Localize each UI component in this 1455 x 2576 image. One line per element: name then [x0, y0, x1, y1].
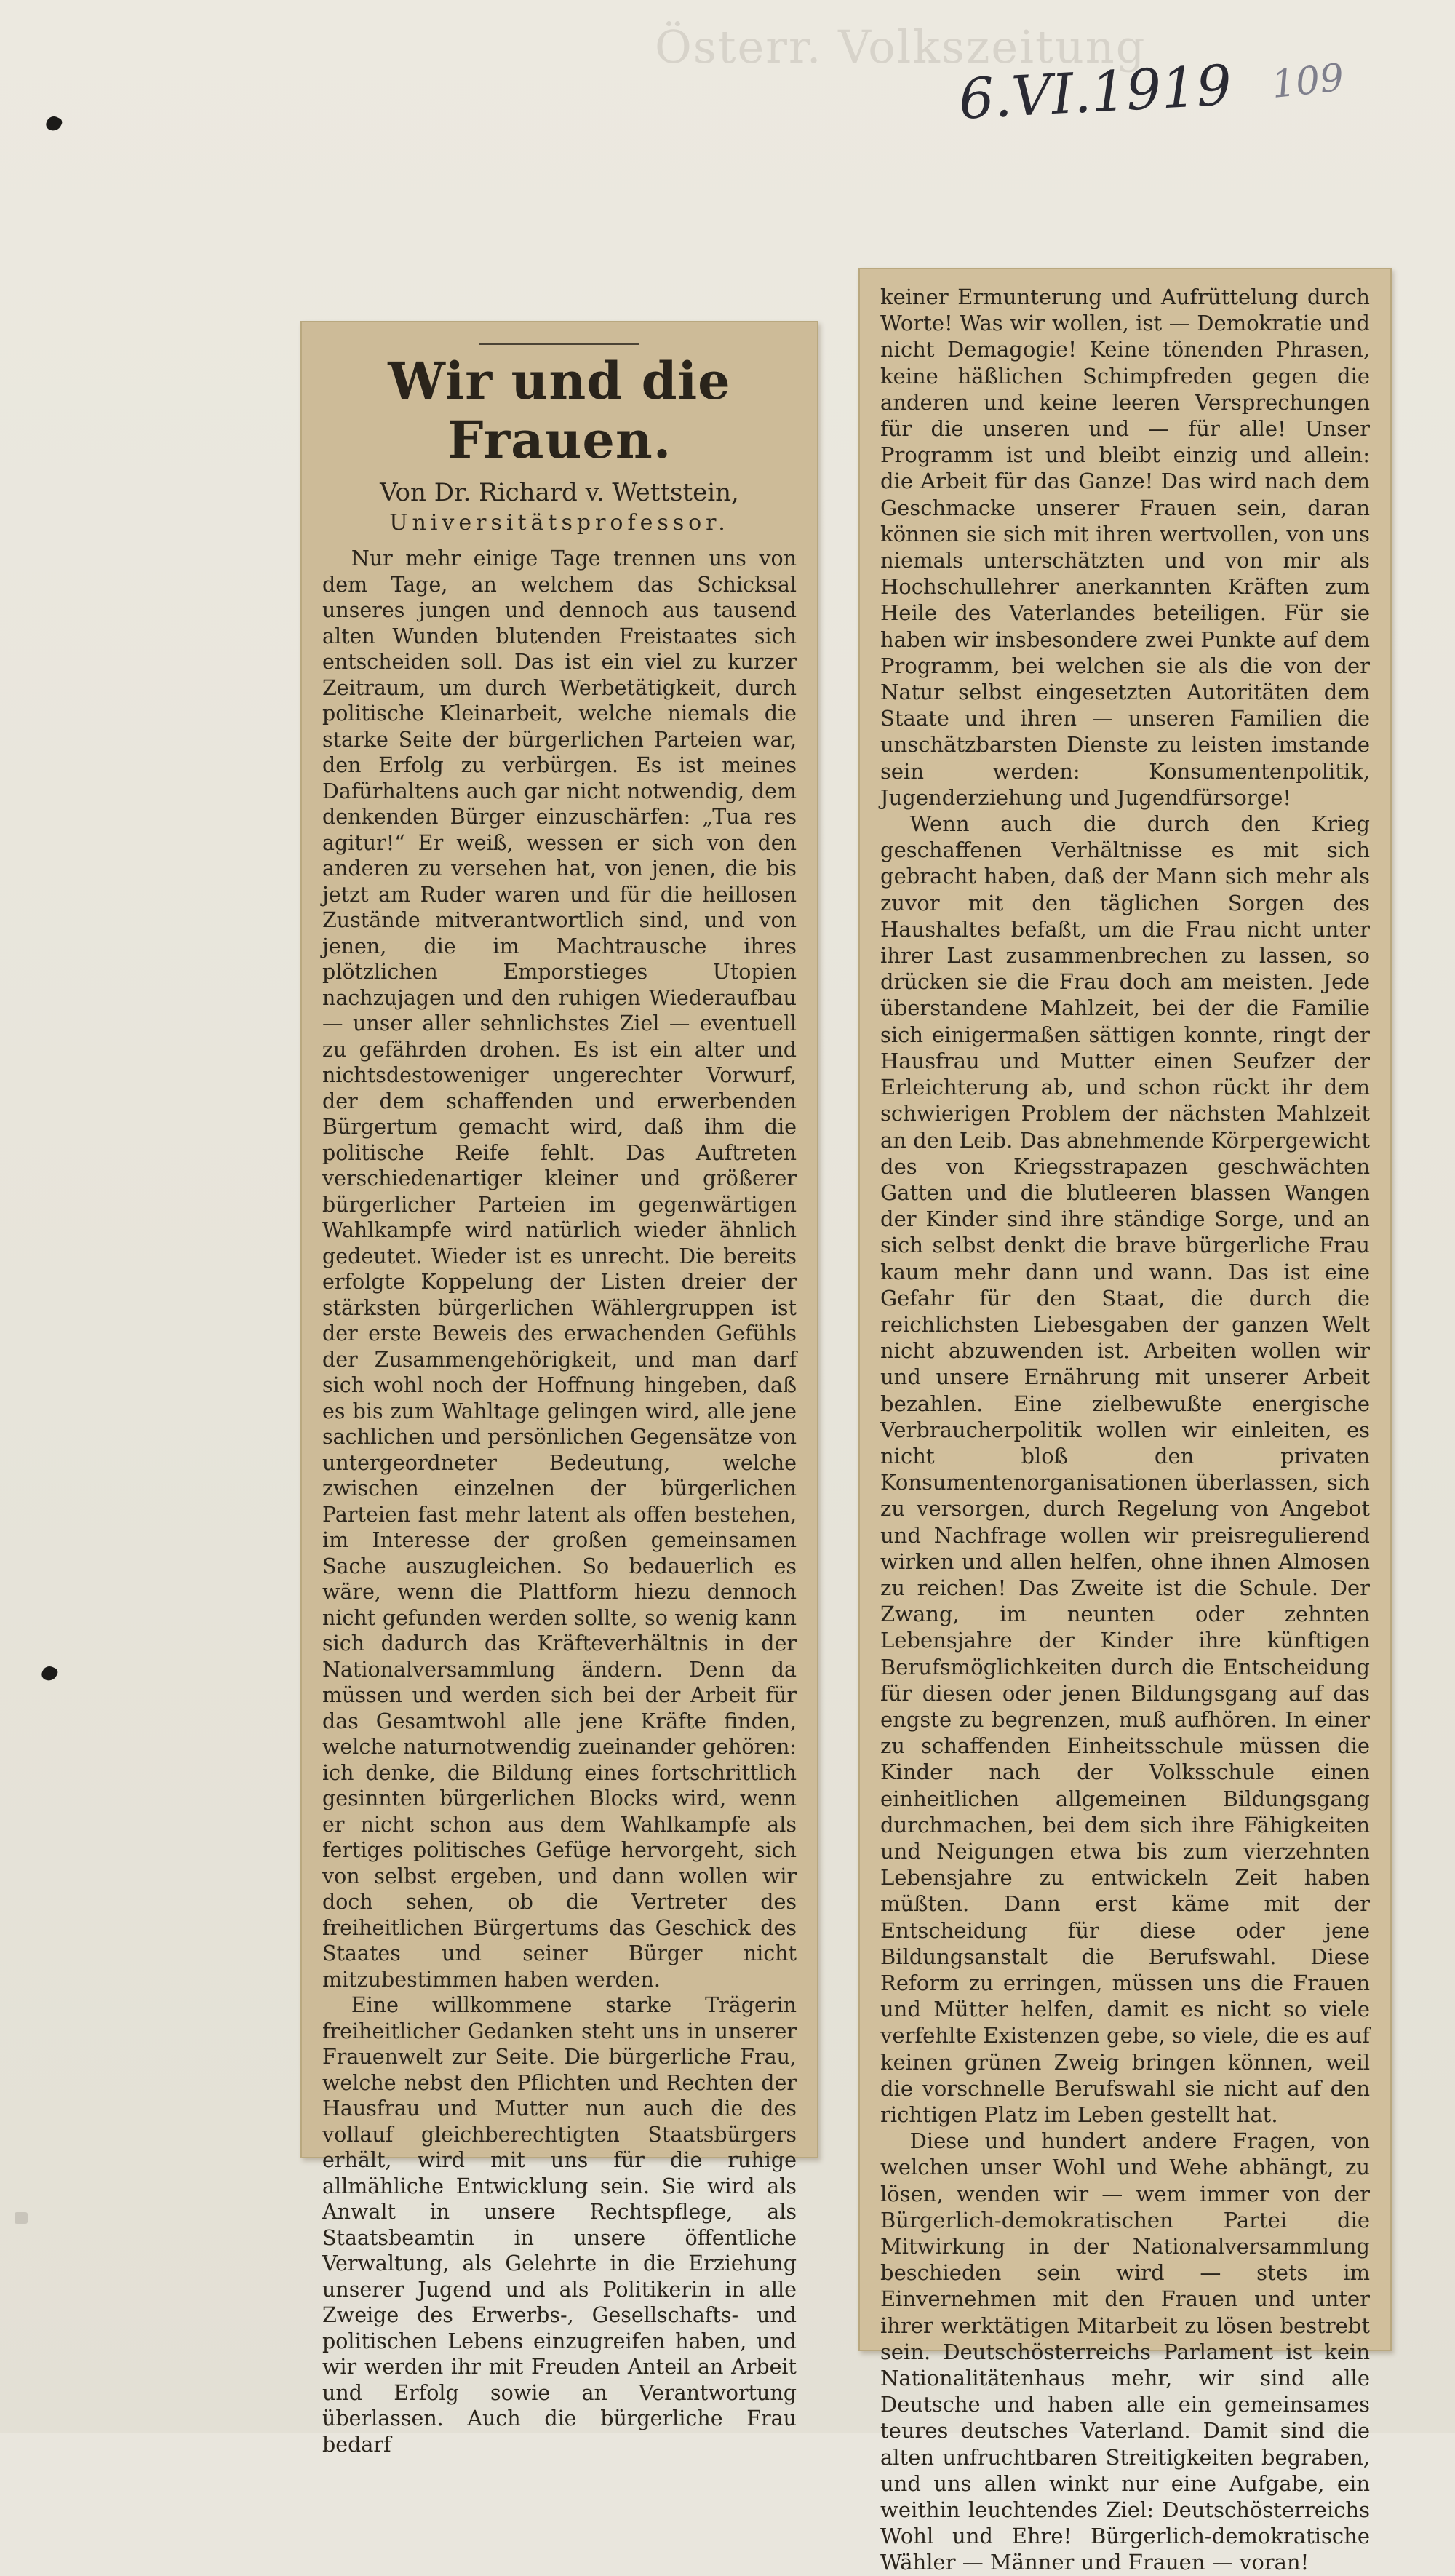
author-affiliation: Universitätsprofessor.: [389, 510, 730, 536]
clipping-left-column: [300, 321, 818, 2457]
punch-hole: [40, 1664, 60, 1684]
newspaper-stamp: Österr. Volkszeitung: [655, 20, 1147, 73]
article-paragraph: Eine willkommene starke Trägerin freiheitlicher Gedanken steht uns in unserer Frauenwelt zur Seite. Die bürgerliche Frau, welche nebst den Pflichten und Rechten der Hausfrau und Mutter nun auch die des vollauf gleichberechtigten Staatsbürgers erhält, wird mit uns für die ruhige allmähliche Entwicklung sein. Sie wird als Anwalt in unsere Rechtspflege, als Staatsbeamtin in unsere öffentliche Verwaltung, als Gelehrte in die Erziehung unserer Jugend und als Politikerin in alle Zweige des Erwerbs-, Gesellschafts- und politischen Lebens einzugreifen haben, und wir werden ihr mit Freuden Anteil an Arbeit und Erfolg sowie an Verantwortung überlassen. Auch die bürgerliche Frau bedarf: [322, 1993, 797, 2457]
article-paragraph: Diese und hundert andere Fragen, von welchen unser Wohl und Wehe abhängt, zu lösen, wenden wir — wem immer von der Bürgerlich-demokratischen Partei die Mitwirkung in der Nationalversammlung beschieden sein wird — stets im Einvernehmen mit den Frauen und unter ihrer werktätigen Mitarbeit zu lösen bestrebt sein. Deutschösterreichs Parlament ist kein Nationalitätenhaus mehr, wir sind alle Deutsche und haben alle ein gemeinsames teures deutsches Vaterland. Damit sind die alten unfruchtbaren Streitigkeiten begraben, und uns allen winkt nur eine Aufgabe, ein weithin leuchtendes Ziel: Deutschösterreichs Wohl und Ehre! Bürgerlich-demokratische Wähler — Männer und Frauen — voran!: [880, 2128, 1370, 2575]
article-title: Wir und die Frauen.: [388, 351, 731, 470]
handwritten-page-number: 109: [1269, 55, 1347, 108]
article-paragraph: Wenn auch die durch den Krieg geschaffenen Verhältnisse es mit sich gebracht haben, daß der Mann sich mehr als zuvor mit den täglichen Sorgen des Haushaltes befaßt, um die Frau nicht unter ihrer Last zusammenbrechen zu lassen, so drücken sie die Frau doch am meisten. Jede überstandene Mahlzeit, bei der die Familie sich einigermaßen sättigen konnte, ringt der Hausfrau und Mutter einen Seufzer der Erleichterung ab, und schon rückt ihr dem schwierigen Problem der nächsten Mahlzeit an den Leib. Das abnehmende Körpergewicht des von Kriegsstrapazen geschwächten Gatten und die blutleeren blassen Wangen der Kinder sind ihre ständige Sorge, und an sich selbst denkt die brave bürgerliche Frau kaum mehr dann und wann. Das ist eine Gefahr für den Staat, die durch die reichlichsten Liebesgaben der ganzen Welt nicht abzuwenden ist. Arbeiten wollen wir und unsere Ernährung mit unserer Arbeit bezahlen. Eine zielbewußte energische Verbraucherpolitik wollen wir einleiten, es nicht bloß den privaten Konsumentenorganisationen überlassen, sich zu versorgen, durch Regelung von Angebot und Nachfrage wollen wir preisregulierend wirken und allen helfen, ohne ihnen Almosen zu reichen! Das Zweite ist die Schule. Der Zwang, im neunten oder zehnten Lebensjahre der Kinder ihre künftigen Berufsmöglichkeiten durch die Entscheidung für diesen oder jenen Bildungsgang auf das engste zu begrenzen, muß aufhören. In einer zu schaffenden Einheitsschule müssen die Kinder nach der Volksschule einen einheitlichen allgemeinen Bildungsgang durchmachen, bei dem sich ihre Fähigkeiten und Neigungen etwa bis zum vierzehnten Lebensjahre zu entwickeln Zeit haben müßten. Dann erst käme mit der Entscheidung für diese oder jene Bildungsanstalt die Berufswahl. Diese Reform zu erringen, müssen uns die Frauen und Mütter helfen, damit es nicht so viele verfehlte Existenzen gebe, so viele, die es auf keinen grünen Zweig bringen können, weil die vorschnelle Berufswahl sie nicht auf den richtigen Platz im Leben gestellt hat.: [880, 811, 1370, 2128]
title-rule: [479, 343, 639, 345]
paper-mark: [15, 2212, 28, 2224]
handwritten-date: 6.VI.1919: [957, 52, 1234, 132]
punch-hole: [44, 114, 64, 134]
clipping-right-column: [858, 268, 1392, 2575]
article-author: Von Dr. Richard v. Wettstein,: [380, 478, 739, 507]
article-paragraph: Nur mehr einige Tage trennen uns von dem Tage, an welchem das Schicksal unseres jungen und dennoch aus tausend alten Wunden blutenden Freistaates sich entscheiden soll. Das ist ein viel zu kurzer Zeitraum, um durch Werbetätigkeit, durch politische Kleinarbeit, welche niemals die starke Seite der bürgerlichen Parteien war, den Erfolg zu verbürgen. Es ist meines Dafürhaltens auch gar nicht notwendig, dem denkenden Bürger einzuschärfen: „Tua res agitur!“ Er weiß, wessen er sich von den anderen zu versehen hat, von jenen, die bis jetzt am Ruder waren und für die heillosen Zustände mitverantwortlich sind, und von jenen, die im Machtrausche ihres plötzlichen Emporstieges Utopien nachzujagen und den ruhigen Wiederaufbau — unser aller sehnlichstes Ziel — eventuell zu gefährden drohen. Es ist ein alter und nichtsdestoweniger ungerechter Vorwurf, der dem schaffenden und erwerbenden Bürgertum gemacht wird, daß ihm die politische Reife fehlt. Das Auftreten verschiedenartiger kleiner und größerer bürgerlicher Parteien im gegenwärtigen Wahlkampfe wird natürlich wieder ähnlich gedeutet. Wieder ist es unrecht. Die bereits erfolgte Koppelung der Listen dreier der stärksten bürgerlichen Wählergruppen ist der erste Beweis des erwachenden Gefühls der Zusammengehörigkeit, und man darf sich wohl noch der Hoffnung hingeben, daß es bis zum Wahltage gelingen wird, alle jene sachlichen und persönlichen Gegensätze von untergeordneter Bedeutung, welche zwischen einzelnen der bürgerlichen Parteien fast mehr latent als offen bestehen, im Interesse der großen gemeinsamen Sache auszugleichen. So bedauerlich es wäre, wenn die Plattform hiezu dennoch nicht gefunden werden sollte, so wenig kann sich dadurch das Kräfteverhältnis in der Nationalversammlung ändern. Denn da müssen und werden sich bei der Arbeit für das Gesamtwohl alle jene Kräfte finden, welche naturnotwendig zueinander gehören: ich denke, die Bildung eines fortschrittlich gesinnten bürgerlichen Blocks wird, wenn er nicht schon aus dem Wahlkampfe als fertiges politisches Gefüge hervorgeht, sich von selbst ergeben, und dann wollen wir doch sehen, ob die Vertreter des freiheitlichen Bürgertums das Geschick des Staates und seiner Bürger nicht mitzubestimmen haben werden.: [322, 546, 797, 1992]
article-paragraph: keiner Ermunterung und Aufrüttelung durch Worte! Was wir wollen, ist — Demokratie und nicht Demagogie! Keine tönenden Phrasen, keine häßlichen Schimpfreden gegen die anderen und keine leeren Versprechungen für die unseren und — für alle! Unser Programm ist und bleibt einzig und allein: die Arbeit für das Ganze! Das wird nach dem Geschmacke unserer Frauen sein, daran können sie sich mit ihren wertvollen, von uns niemals unterschätzten und von mir als Hochschullehrer anerkannten Kräften zum Heile des Vaterlandes beteiligen. Für sie haben wir insbesondere zwei Punkte auf dem Programm, bei welchen sie als die von der Natur selbst eingesetzten Autoritäten dem Staate und ihren — unseren Familien die unschätzbarsten Dienste zu leisten imstande sein werden: Konsumentenpolitik, Jugenderziehung und Jugendfürsorge!: [880, 285, 1370, 810]
